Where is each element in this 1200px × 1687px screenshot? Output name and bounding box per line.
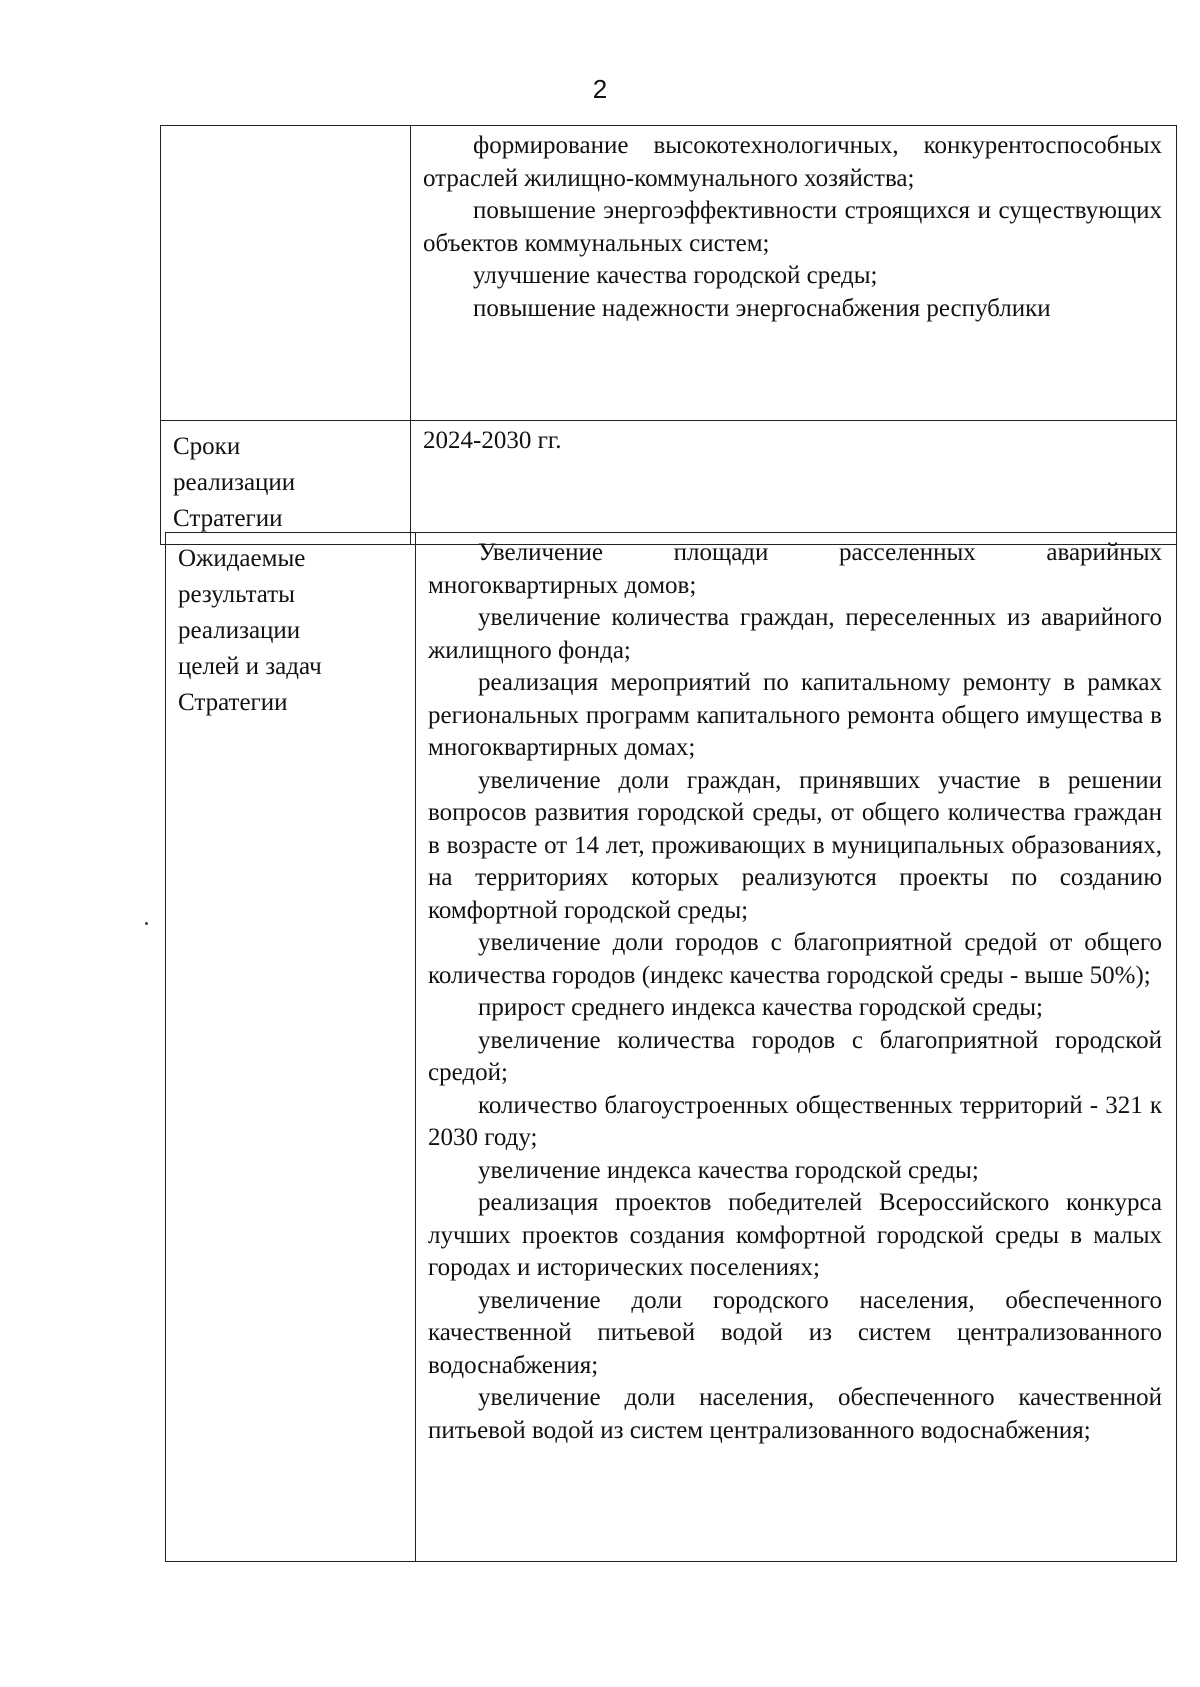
results-paragraph: увеличение доли граждан, принявших участие в решении вопросов развития городской среды, от общего количества граждан в возрасте от 14 лет, проживающих в муниципальных образованиях, на территориях которых реализуются проекты по созданию комфортной городской среды; [428,766,1162,924]
results-label-line: реализации [178,617,301,644]
table-row-results [166,533,1177,1562]
tasks-paragraph: формирование высокотехнологичных, конкурентоспособных отраслей жилищно-коммунального хозяйства; [423,132,1162,192]
results-paragraph: увеличение количества граждан, переселенных из аварийного жилищного фонда; [428,604,1162,664]
results-paragraph: реализация проектов победителей Всероссийского конкурса лучших проектов создания комфортной городской среды в малых городах и исторических поселениях; [428,1189,1162,1281]
table-row-term [161,421,1177,545]
results-paragraph: реализация мероприятий по капитальному ремонту в рамках региональных программ капитального ремонта общего имущества в многоквартирных домах; [428,669,1162,761]
results-label-line: Стратегии [178,689,288,716]
tasks-content-cell [411,126,1177,421]
results-paragraph: увеличение доли городов с благоприятной средой от общего количества городов (индекс качества городской среды - выше 50%); [428,929,1162,989]
term-value: 2024-2030 гг. [423,427,562,454]
results-paragraph: прирост среднего индекса качества городской среды; [478,994,1043,1021]
results-label-line: Ожидаемые [178,545,306,572]
strategy-table-lower [165,532,1177,1562]
results-label-cell [166,533,416,1562]
results-paragraph: увеличение доли городского населения, обеспеченного качественной питьевой водой из систем централизованного водоснабжения; [428,1286,1162,1379]
results-paragraph: увеличение количества городов с благоприятной городской средой; [428,1026,1162,1086]
results-paragraph: Увеличение площади расселенных аварийных многоквартирных домов; [428,539,1162,599]
strategy-table-upper [160,125,1177,545]
results-paragraph: количество благоустроенных общественных территорий - 321 к 2030 году; [428,1091,1162,1151]
term-label-line: Стратегии [173,505,283,532]
tasks-paragraph: повышение надежности энергоснабжения республики [473,294,1051,322]
tasks-label-cell [161,126,411,421]
scan-speck [145,922,148,925]
table-row-tasks [161,126,1177,421]
tasks-paragraph: улучшение качества городской среды; [473,262,878,289]
results-paragraph: увеличение доли населения, обеспеченного качественной питьевой водой из систем централизованного водоснабжения; [428,1384,1162,1444]
term-value-cell [411,421,1177,545]
term-label-cell [161,421,411,545]
tasks-paragraph: повышение энергоэффективности строящихся и существующих объектов коммунальных систем; [423,197,1162,257]
term-label-line: реализации [173,469,296,496]
results-label-line: целей и задач [178,653,322,680]
results-content-cell [416,533,1177,1562]
term-label-line: Сроки [173,433,241,460]
page-number: 2 [592,74,608,104]
results-label-line: результаты [178,581,295,608]
results-paragraph: увеличение индекса качества городской среды; [478,1156,979,1184]
